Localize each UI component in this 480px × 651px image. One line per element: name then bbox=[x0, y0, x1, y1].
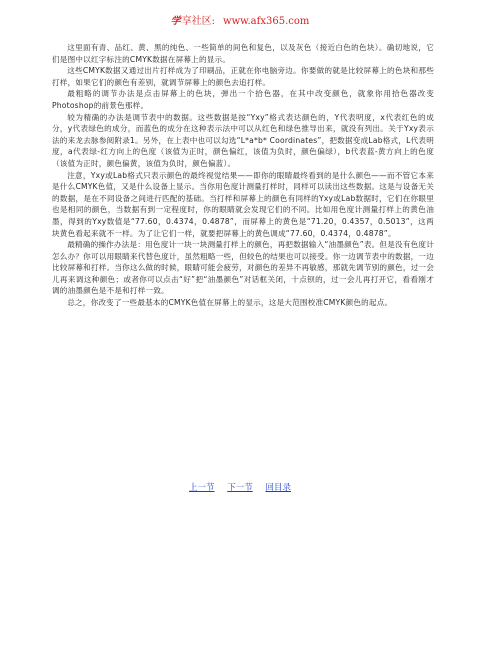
paragraph-4: 较为精确的办法是调节表中的数据。这些数据是按“Yxy”格式表达颜色的，Y代表明度，x代表红色的成分，y代表绿色的成分，而蓝色的成分在这种表示法中可以从红色和绿色推导出来，就没有列出。关于Yxy表示法的来龙去脉参阅附录1。另外，在上表中也可以勾选“L*a*b* Coordinates”，把数据变成Lab格式，L代表明度，a代表绿-红方向上的色度（该值为正时，颜色偏红，该值为负时，颜色偏绿），b代表蓝-黄方向上的色度（该值为正时，颜色偏黄，该值为负时，颜色偏蓝）。 bbox=[52, 112, 434, 168]
back-to-toc-link[interactable]: 回目录 bbox=[265, 483, 291, 493]
paragraph-3: 最粗略的调节办法是点击屏幕上的色块，弹出一个拾色器，在其中改变颜色，就象你用拾色器改变Photoshop的前景色那样。 bbox=[52, 89, 434, 110]
article-body bbox=[52, 42, 434, 309]
prev-section-link[interactable]: 上一节 bbox=[189, 483, 215, 493]
paragraph-5: 注意，Yxy或Lab格式只表示颜色的最终视觉结果——即你的眼睛最终看到的是什么颜色——而不管它本来是什么CMYK色值，又是什么设备上显示。当你用色度计测量打样时，同样可以读出这些数据。这是与设备无关的数据，是在不同设备之间进行匹配的基础。当打样和屏幕上的颜色有同样的Yxy或Lab数据时，它们在你眼里也是相同的颜色，当数据有到一定程度时，你的眼睛就会发现它们的不同。比如用色度计测量打样上的黄色油墨，得到的Yxy数值是“77.60，0.4374，0.4878”，而屏幕上的黄色是“71.20，0.4357，0.5013”，这两块黄色看起来就不一样。为了让它们一样，就要把屏幕上的黄色调成“77.60，0.4374，0.4878”。 bbox=[52, 170, 434, 238]
page-navigation bbox=[0, 481, 480, 493]
site-header bbox=[0, 12, 480, 27]
site-url: www.afx365.com bbox=[223, 16, 310, 27]
next-section-link[interactable]: 下一节 bbox=[227, 483, 253, 493]
paragraph-1: 这里面有青、品红、黄、黑的纯色、一些简单的间色和复色，以及灰色（接近白色的色块）。确切地说，它们是图中以红字标注的CMYK数据在屏幕上的显示。 bbox=[52, 43, 434, 64]
paragraph-6: 最精确的操作办法是：用色度计一块一块测量打样上的颜色，再把数据输入“油墨颜色”表。但是没有色度计怎么办？你可以用眼睛来代替色度计，虽然粗略一些，但较色的结果也可以接受。你一边调节表中的数据，一边比较屏幕和打样。当你这么做的时候，眼睛可能会疲劳，对颜色的差异不再敏感，那就先调节别的颜色，过一会儿再来调这种颜色；或者你可以点击“好”把“油墨颜色”对话框关闭，十点钡的，过一会儿再打开它，看看刚才调的油墨颜色是不是和打样一致。 bbox=[52, 240, 434, 296]
site-name: 享社区: bbox=[181, 16, 216, 27]
paragraph-7: 总之，你改变了一些最基本的CMYK色值在屏幕上的显示，这是大范围校准CMYK颜色的起点。 bbox=[67, 298, 393, 308]
site-logo-icon: 学 bbox=[170, 16, 181, 27]
paragraph-2: 这些CMYK数据又通过出片打样成为了印刷品，正就在你电脑旁边。你要做的就是比较屏幕上的色块和那些打样，如果它们的颜色有差别，就调节屏幕上的颜色去追打样。 bbox=[52, 66, 434, 87]
